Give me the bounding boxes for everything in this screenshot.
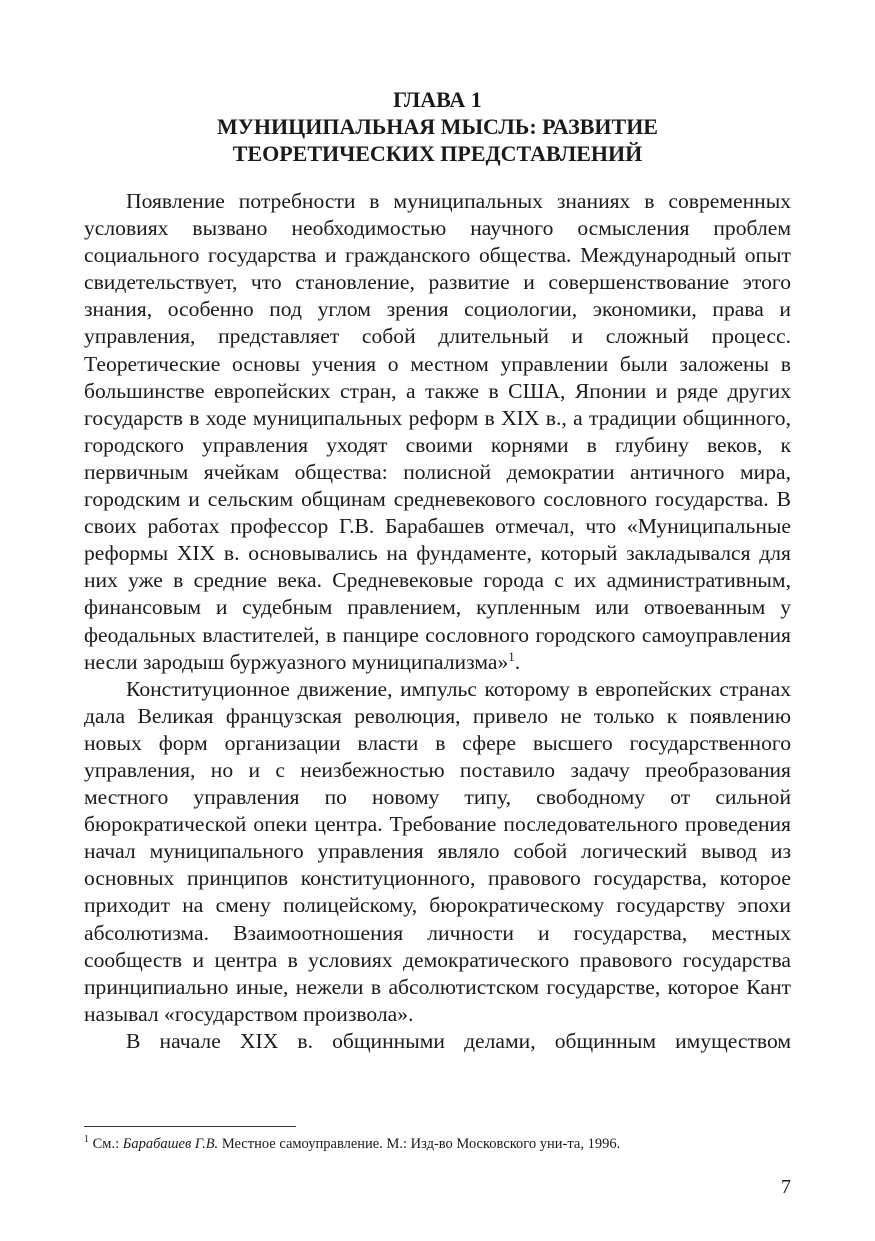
footnote-separator (84, 1126, 296, 1127)
footnote-reference: 1 (508, 648, 515, 664)
paragraph-1-text: Появление потребности в муниципальных знаниях в современных условиях вызвано необходимостью научного осмысления проблем социального государства и гражданского общества. Международный опыт свидетельствует, что становление, развитие и совершенствование этого знания, особенно под углом зрения социологии, экономики, права и управления, представляет собой длительный и сложный процесс. Теоретические основы учения о местном управлении были заложены в большинстве европейских стран, а также в США, Японии и ряде других государств в ходе муниципальных реформ в XIX в., а традиции общинного, городского управления уходят своими корнями в глубину веков, к первичным ячейкам общества: полисной демократии античного мира, городским и сельским общинам средневекового сословного государства. В своих работах профессор Г.В. Барабашев отмечал, что «Муниципальные реформы XIX в. основывались на фундаменте, который закладывался для них уже в средние века. Средневековые города с их административным, финансовым и судебным правлением, купленным или отвоеванным у феодальных властителей, в панцире сословного городского самоуправления несли зародыш буржуазного муниципализма» (84, 189, 791, 674)
footnote-citation: Местное самоуправление. М.: Изд-во Московского уни-та, 1996. (218, 1136, 621, 1152)
chapter-number: ГЛАВА 1 (393, 87, 482, 112)
chapter-title-line-1: МУНИЦИПАЛЬНАЯ МЫСЛЬ: РАЗВИТИЕ (217, 114, 658, 139)
paragraph-1 (84, 188, 791, 676)
paragraph-3: В начале XIX в. общинными делами, общинным имуществом (126, 1028, 791, 1053)
footnote (84, 1135, 791, 1153)
footnote-author: Барабашев Г.В. (122, 1136, 219, 1152)
page-content (84, 86, 791, 1055)
footnote-number: 1 (84, 1134, 89, 1146)
footnote-prefix: См.: (89, 1136, 123, 1152)
body-text (84, 188, 791, 1055)
paragraph-2: Конституционное движение, импульс которому в европейских странах дала Великая французская революция, привело не только к появлению новых форм организации власти в сфере высшего государственного управления, но и с неизбежностью поставило задачу преобразования местного управления по новому типу, свободному от сильной бюрократической опеки центра. Требование последовательного проведения начал муниципального управления являло собой логический вывод из основных принципов конституционного, правового государства, которое приходит на смену полицейскому, бюрократическому государству эпохи абсолютизма. Взаимоотношения личности и государства, местных сообществ и центра в условиях демократического правового государства принципиально иные, нежели в абсолютистском государстве, которое Кант называл «государством произвола». (84, 676, 791, 1026)
page-number: 7 (781, 1176, 791, 1198)
chapter-title-line-2: ТЕОРЕТИЧЕСКИХ ПРЕДСТАВЛЕНИЙ (232, 141, 643, 166)
chapter-heading (84, 86, 791, 167)
paragraph-1-end: . (514, 649, 521, 674)
